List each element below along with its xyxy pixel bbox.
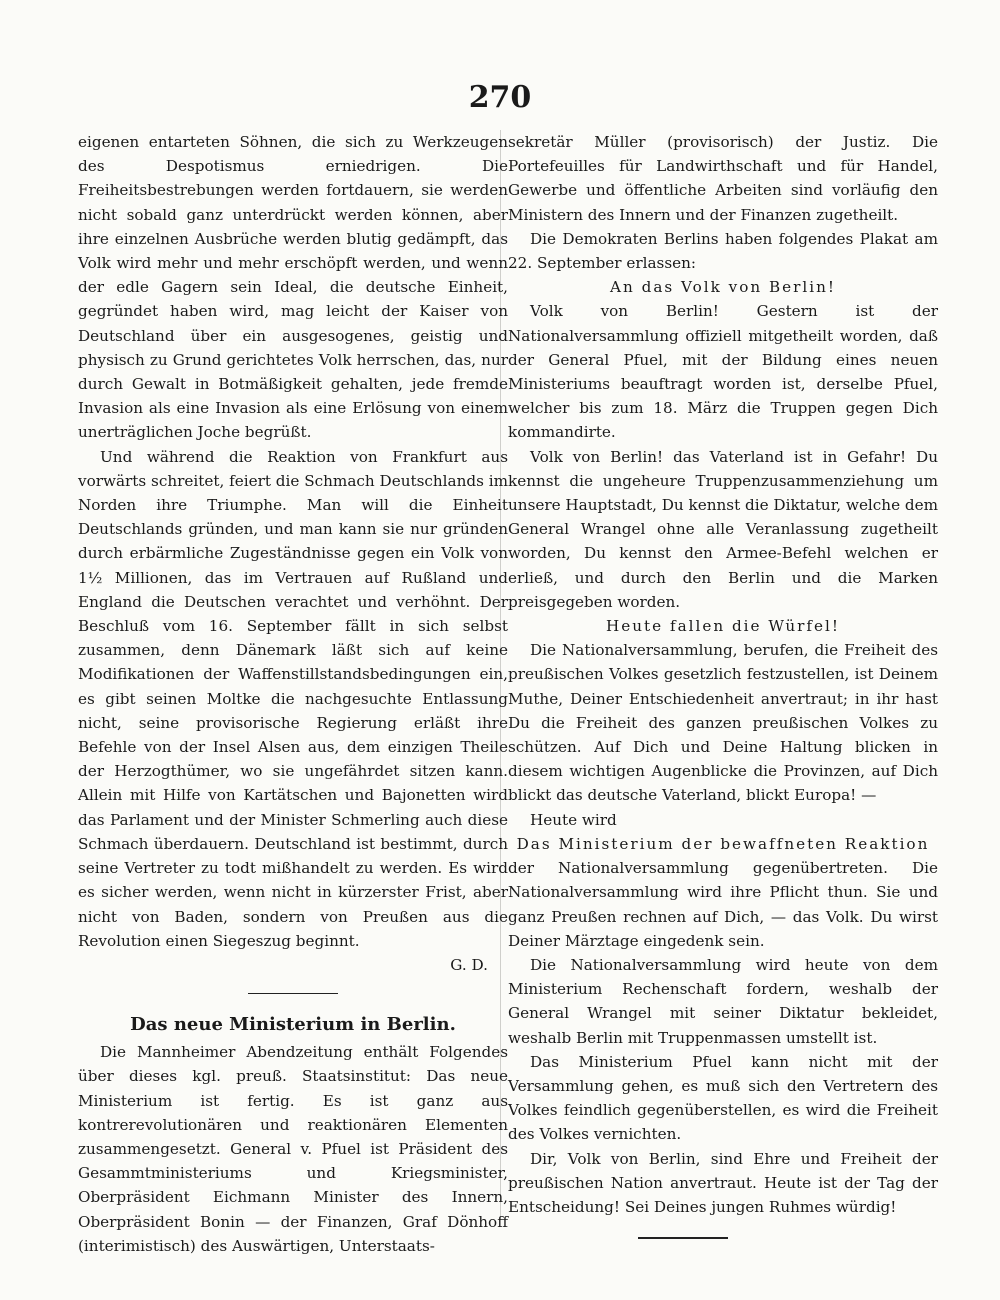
paragraph: Die Mannheimer Abendzeitung enthält Folgendes über dieses kgl. preuß. Staatsinstitut: Das neue Ministerium ist fertig. Es ist ganz aus kontrerevolutionären und reaktionären Elementen zusammengesetzt. General v. Pfuel ist Präsident des Gesammtministeriums und Kriegsminister, Oberpräsident Eichmann Minister des Innern, Oberpräsident Bonin — der Finanzen, Graf Dönhoff (interimistisch) des Auswärtigen, Unterstaats- xyxy=(78,1043,508,1255)
paragraph: Heute wird xyxy=(530,810,617,829)
paragraph: sekretär Müller (provisorisch) der Justiz. Die Portefeuilles für Landwirthschaft und für Handel, Gewerbe und öffentliche Arbeiten sind vorläufig den Ministern des Innern und der Finanzen zugetheilt. xyxy=(508,133,938,224)
paragraph: Und während die Reaktion von Frankfurt aus vorwärts schreitet, feiert die Schmach Deutschlands im Norden ihre Triumphe. Man will die Einheit Deutschlands gründen, und man kann sie nur gründen durch erbärmliche Zugeständnisse gegen ein Volk von 1½ Millionen, das im Vertrauen auf Rußland und England die Deutschen verachtet und verhöhnt. Der Beschluß vom 16. September fällt in sich selbst zusammen, denn Dänemark läßt sich auf keine Modifikationen der Waffenstillstandsbedingungen ein, es gibt seinen Moltke die nachgesuchte Entlassung nicht, seine provisorische Regierung erläßt ihre Befehle von der Insel Alsen aus, dem einzigen Theile der Herzogthümer, wo sie ungefährdet sitzen kann. Allein mit Hilfe von Kartätschen und Bajonetten wird das Parlament und der Minister Schmerling auch diese Schmach überdauern. Deutschland ist bestimmt, durch seine Vertreter zu todt mißhandelt zu werden. Es wird es sicher werden, wenn nicht in kürzerster Frist, aber nicht von Baden, sondern von Preußen aus die Revolution einen Siegeszug beginnt. xyxy=(78,447,508,950)
proclamation-heading: Heute fallen die Würfel! xyxy=(606,617,840,636)
paragraph: Die Nationalversammlung wird heute von dem Ministerium Rechenschaft fordern, weshalb der General Wrangel mit seiner Diktatur bekleidet, weshalb Berlin mit Truppenmassen umstellt ist. xyxy=(508,955,938,1047)
paragraph: eigenen entarteten Söhnen, die sich zu Werkzeugen des Despotismus erniedrigen. Die Freiheitsbestrebungen werden fortdauern, sie werden nicht sobald ganz unterdrückt werden können, aber ihre einzelnen Ausbrüche werden blutig gedämpft, das Volk wird mehr und mehr erschöpft werden, und wenn der edle Gagern sein Ideal, die deutsche Einheit, gegründet haben wird, mag leicht der Kaiser von Deutschland über ein ausgesogenes, geistig und physisch zu Grund gerichtetes Volk herrschen, das, nur durch Gewalt in Botmäßigkeit gehalten, jede fremde Invasion als eine Invasion als eine Erlösung von einem unerträglichen Joche begrüßt. xyxy=(78,133,508,442)
paragraph: Dir, Volk von Berlin, sind Ehre und Freiheit der preußischen Nation anvertraut. Heute ist der Tag der Entscheidung! Sei Deines jungen Ruhmes würdig! xyxy=(508,1149,938,1216)
end-rule xyxy=(638,1237,728,1239)
paragraph: Das Ministerium Pfuel kann nicht mit der Versammlung gehen, es muß sich den Vertretern des Volkes feindlich gegenüberstellen, es wird die Freiheit des Volkes vernichten. xyxy=(508,1052,938,1144)
paragraph: Die Nationalversammlung, berufen, die Freiheit des preußischen Volkes gesetzlich festzustellen, ist Deinem Muthe, Deiner Entschiedenheit anvertraut; in ihr hast Du die Freiheit des ganzen preußischen Volkes zu schützen. Auf Dich und Deine Haltung blicken in diesem wichtigen Augenblicke die Provinzen, auf Dich blickt das deutsche Vaterland, blickt Europa! — xyxy=(508,641,938,805)
article-heading: Das neue Ministerium in Berlin. xyxy=(130,1014,456,1036)
left-column xyxy=(78,130,508,1258)
proclamation-heading: Das Ministerium der bewaffneten Reaktion xyxy=(516,834,930,853)
paragraph: Die Demokraten Berlins haben folgendes Plakat am 22. September erlassen: xyxy=(508,229,938,273)
paragraph: Volk von Berlin! Gestern ist der Nationalversammlung offiziell mitgetheilt worden, daß der General Pfuel, mit der Bildung eines neuen Ministeriums beauftragt worden ist, derselbe Pfuel, welcher bis zum 18. März die Truppen gegen Dich kommandirte. xyxy=(508,302,938,442)
signature: G. D. xyxy=(450,955,488,974)
proclamation-address: An das Volk von Berlin! xyxy=(610,278,836,297)
page-number: 270 xyxy=(468,80,532,115)
right-column xyxy=(508,130,938,1239)
paragraph: der Nationalversammlung gegenübertreten. Die Nationalversammlung wird ihre Pflicht thun. Sie und ganz Preußen rechnen auf Dich, — das Volk. Du wirst Deiner Märztage eingedenk sein. xyxy=(508,859,938,950)
paragraph: Volk von Berlin! das Vaterland ist in Gefahr! Du kennst die ungeheure Truppenzusammenziehung um unsere Hauptstadt, Du kennst die Diktatur, welche dem General Wrangel ohne alle Veranlassung zugetheilt worden, Du kennst den Armee-Befehl welchen er erließ, und durch den Berlin und die Marken preisgegeben worden. xyxy=(508,447,939,611)
section-divider xyxy=(248,993,338,994)
